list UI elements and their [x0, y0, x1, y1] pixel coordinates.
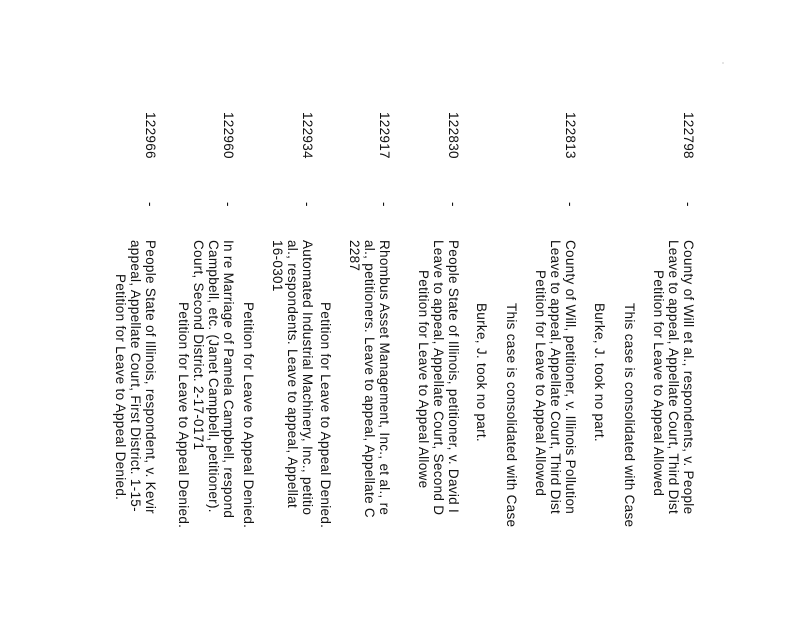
entry-line: al., petitioners. Leave to appeal, Appellate C	[362, 240, 377, 518]
case-number: 122917	[377, 112, 392, 159]
case-number: 122830	[446, 112, 461, 159]
entry-line: appeal, Appellate Court, First District. 1-15-	[128, 240, 143, 512]
entry-line: Petition for Leave to Appeal Allowe	[416, 270, 431, 489]
entry-line: Court, Second District. 2-17-0171	[191, 240, 206, 451]
entry-line: This case is consolidated with Case	[622, 303, 637, 528]
entry-line: Rhombus Asset Management, Inc., et al., re	[377, 240, 392, 516]
case-number: 122798	[681, 112, 696, 159]
entry-line: 2287	[347, 240, 362, 272]
entry-line: Burke, J. took no part.	[474, 303, 489, 442]
entry-line: County of Will et al., respondents, v. People	[681, 240, 696, 515]
entry-line: Petition for Leave to Appeal Denied.	[241, 302, 256, 529]
case-number: 122934	[300, 112, 315, 159]
separator-dash: -	[143, 202, 158, 207]
separator-dash: -	[221, 202, 236, 207]
entry-line: Leave to appeal, Appellate Court, Second D	[431, 240, 446, 516]
scan-speck	[722, 62, 724, 64]
separator-dash: -	[446, 202, 461, 207]
entry-line: Petition for Leave to Appeal Denied.	[176, 302, 191, 529]
entry-line: Leave to appeal, Appellate Court, Third Dist	[548, 240, 563, 515]
entry-line: Petition for Leave to Appeal Allowed	[651, 270, 666, 497]
entry-line: People State of Illinois, respondent, v. Kevir	[143, 240, 158, 514]
entry-line: Petition for Leave to Appeal Denied.	[318, 302, 333, 529]
separator-dash: -	[681, 202, 696, 207]
entry-line: Campbell, etc. (Janet Campbell, petitioner).	[206, 240, 221, 513]
entry-line: 16-0301	[270, 240, 285, 292]
entry-line: In re Marriage of Pamela Campbell, respond	[221, 240, 236, 519]
separator-dash: -	[563, 202, 578, 207]
entry-line: This case is consolidated with Case	[504, 303, 519, 528]
entry-line: People State of Illinois, petitioner, v. David I	[446, 240, 461, 514]
entry-line: al., respondents. Leave to appeal, Appellat	[285, 240, 300, 509]
separator-dash: -	[300, 202, 315, 207]
case-number: 122960	[221, 112, 236, 159]
entry-line: Petition for Leave to Appeal Denied.	[113, 274, 128, 501]
entry-line: County of Will, petitioner, v. Illinois Pollution	[563, 240, 578, 515]
entry-line: Burke, J. took no part.	[592, 303, 607, 442]
entry-line: Petition for Leave to Appeal Allowed	[533, 270, 548, 497]
case-number: 122966	[143, 112, 158, 159]
separator-dash: -	[377, 202, 392, 207]
entry-line: Leave to appeal, Appellate Court, Third Dist	[666, 240, 681, 515]
case-number: 122813	[563, 112, 578, 159]
entry-line: Automated Industrial Machinery, Inc., petitio	[300, 240, 315, 516]
